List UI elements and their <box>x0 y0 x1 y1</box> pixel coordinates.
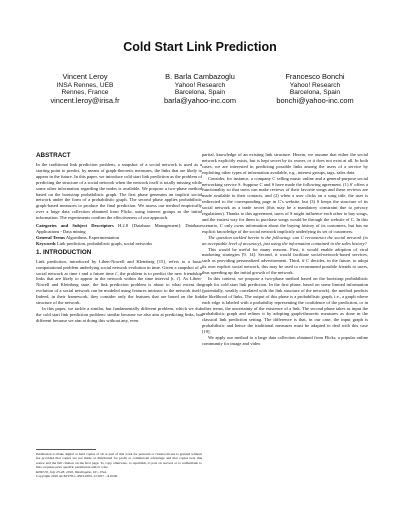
categories-label: Categories and Subject Descriptors <box>36 223 114 229</box>
author-affiliation: Yahoo! Research <box>289 81 341 89</box>
right-paragraph-2: Consider, for instance, a company C selling music online and a general-purpose social networking service S. Suppose C and S have made the following agreement. (1) S' offers a functionality so that users can make reviews of their favorite songs and these reviews are made available to their contacts, and (2) when a user clicks on a song title, the user is redirected to the corresponding page in C's website, but (3) S keeps the structure of its social network as a trade secret (this may be a mandatory constraint due to privacy regulations). Thanks to this agreement, users of S might influence each other to buy songs, and the easiest way for them to purchase songs would be through the website of C. In this scenario, C only owns information about the buying history of its customers, but has no explicit knowledge of the social network implicitly underlying its set of customers. <box>202 175 368 234</box>
keywords-label: Keywords <box>36 240 56 246</box>
intro-paragraph-1: Link prediction, introduced by Liben-Nowell and Kleinberg [15], refers to a basic computational problem underlying social network evolution in time. Given a snapshot of a social network at time t and a future time t', the problem is to predict the new friendship links that are likely to appear in the network within the time interval [t, t']. As Liben-Nowell and Kleinberg state, the link prediction problem is about to what extent the evolution of a social network can be modeled using features intrinsic to the network itself. Indeed, in their framework, they consider only the features that are based on the link structure of the network. <box>36 258 202 306</box>
categories-text: H.2.8 [Database Management]: Database Applications - Data mining <box>36 223 202 234</box>
venue-text: KDD'10, July 25-28, 2010, Washington, DC, USA. <box>36 469 107 474</box>
author-email: bonchi@yahoo-inc.com <box>276 95 354 105</box>
author-location: Barcelona, Spain <box>174 89 226 97</box>
keywords-text: Link prediction, probabilistic graph, social networks <box>56 240 153 246</box>
author-name: B. Barla Cambazoglu <box>165 72 235 81</box>
author-affiliation: Yahoo! Research <box>174 81 226 89</box>
right-paragraph-3: The question tackled herein is the following: can C reconstruct the social network (to an acceptable level of accuracy), just using the information contained in the sales history? <box>202 234 368 246</box>
author-location: Rennes, France <box>61 89 109 97</box>
right-paragraph-5: In this context, we propose a two-phase method based on the bootstrap probabilistic graph for cold start link prediction. In the first phase, based on some limited information (potentially, weakly correlated with the link structure of the network), the method predicts the likelihood of links. The output of this phase is a probabilistic graph, i.e., a graph where each edge is labeled with a probability representing the confidence of the prediction, or in other terms, the uncertainty of the existence of a link. The second phase takes as input the probabilistic graph and refines it by adopting graph-theoretic measures as done in the classical link prediction setting. The difference is that, in our case, the input graph is probabilistic and hence the traditional measures must be adapted to deal with this case [19]. <box>202 276 368 335</box>
author-block <box>30 73 370 105</box>
categories-line <box>36 223 202 235</box>
right-paragraph-6: We apply our method to a large data collection obtained from Flickr, a popular online community for image and video <box>202 335 368 346</box>
author-3 <box>260 73 370 105</box>
left-column <box>36 152 202 324</box>
author-location: Barcelona, Spain <box>289 89 341 97</box>
right-paragraph-4: This would be useful for many reasons. First, it would enable adoption of viral marketing strategies [9, 14]. Second, it would facilitate social-network-based services, such as providing personalized advertisement. Third, if C decides, in the future, to adopt its own explicit social network, this may be used to recommend possible friends to users, thus speeding up the initial growth of the network. <box>202 246 368 276</box>
permission-text: Permission to make digital or hard copies of all or part of this work for personal or classroom use is granted without fee provided that copies are not made or distributed for profit or commercial advantage and that copies bear this notice and the full citation on the first page. To copy otherwise, to republish, to post on servers or to redistribute to lists, requires prior specific permission and/or a fee. <box>36 452 202 470</box>
paper-title: Cold Start Link Prediction <box>123 40 277 54</box>
author-email: barla@yahoo-inc.com <box>164 95 236 105</box>
copyright-text: Copyright 2010 ACM 978-1-4503-0055-1/10/07 ...$10.00. <box>36 474 118 479</box>
footnote-rule <box>36 449 96 450</box>
right-column <box>202 152 368 347</box>
author-1 <box>30 73 140 105</box>
author-name: Vincent Leroy <box>62 72 108 81</box>
intro-paragraph-2: In this paper, we tackle a similar, but fundamentally different problem, which we dub the cold start link prediction problem: similar because we also aim at predicting links, but different because we aim at doing this without any, even <box>36 305 202 323</box>
author-2 <box>145 73 255 105</box>
author-name: Francesco Bonchi <box>285 72 345 81</box>
right-paragraph-1: partial, knowledge of an existing link structure. Herein, we assume that either the social network explicitly exists, but is kept secret by its owner, or it does not exist at all. In both cases, we are interested in predicting possible links among the users of a service by exploiting other types of information available, e.g., interest groups, tags, sales data. <box>202 152 368 175</box>
author-email: vincent.leroy@irisa.fr <box>50 95 120 105</box>
terms-label: General Terms <box>36 234 65 240</box>
copyright-footnote <box>36 452 202 478</box>
author-affiliation: INSA Rennes, UEB <box>56 81 114 89</box>
terms-text: Algorithms, Experimentation <box>65 234 120 240</box>
abstract-text: In the traditional link prediction problem, a snapshot of a social network is used as a starting point to predict, by means of graph-theoretic measures, the links that are likely to appear in the future. In this paper, we introduce cold start link prediction as the problem of predicting the structure of a social network when the network itself is totally missing while some other information regarding the nodes is available. We propose a two-phase method based on the bootstrap probabilistic graph. The first phase generates an implicit social network under the form of a probabilistic graph. The second phase applies probabilistic graph-based measures to produce the final prediction. We assess our method empirically over a large data collection obtained from Flickr, using interest groups as the initial information. The experiments confirm the effectiveness of our approach. <box>36 162 202 221</box>
abstract-heading: ABSTRACT <box>36 152 71 159</box>
introduction-heading: 1. INTRODUCTION <box>36 248 92 256</box>
